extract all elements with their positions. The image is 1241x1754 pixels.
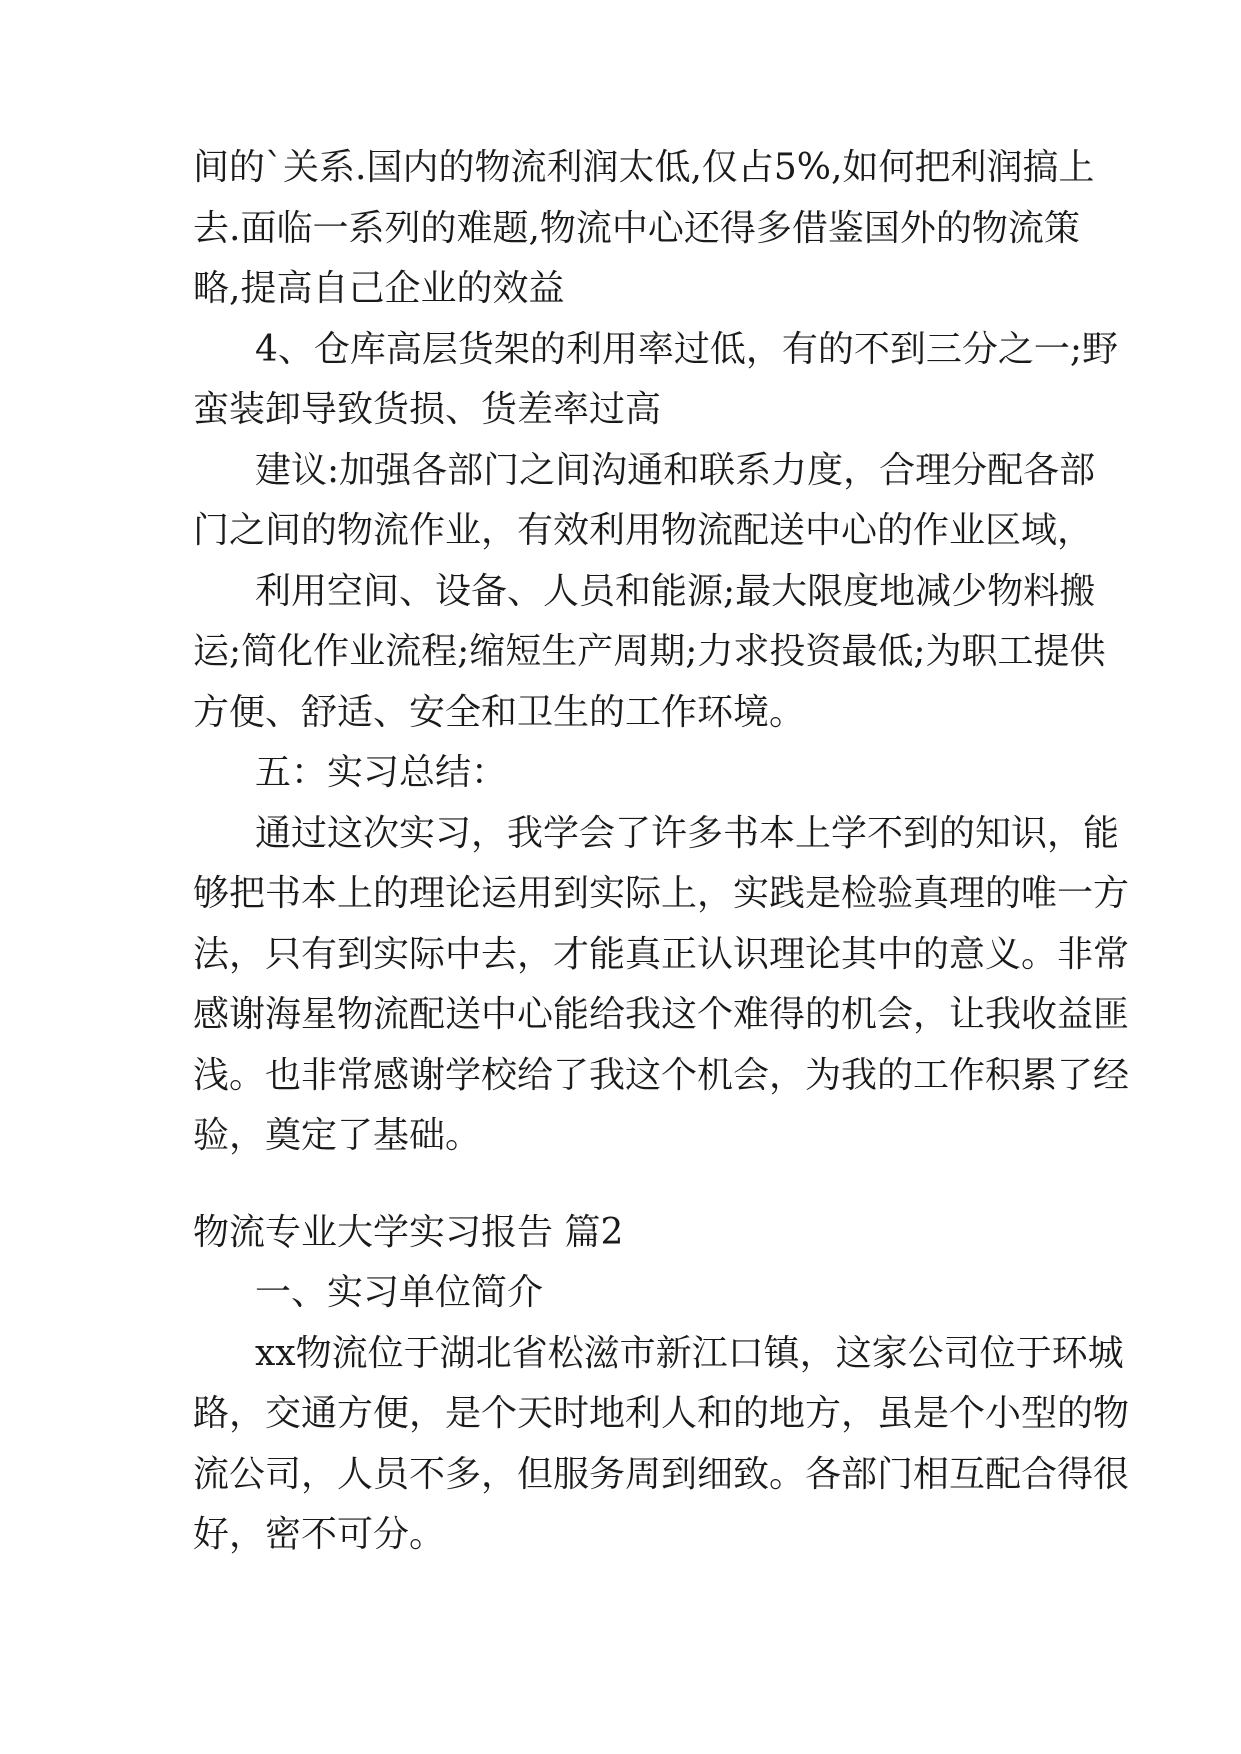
section-heading: 五：实习总结： <box>255 752 508 793</box>
paragraph-line: 略,提高自己企业的效益 <box>193 268 565 309</box>
paragraph-line: 感谢海星物流配送中心能给我这个难得的机会，让我收益匪 <box>193 994 1130 1035</box>
paragraph-line: 通过这次实习，我学会了许多书本上学不到的知识，能 <box>255 813 1120 854</box>
paragraph-line: 好，密不可分。 <box>193 1514 446 1555</box>
section-heading: 一、实习单位简介 <box>255 1272 544 1313</box>
paragraph-line: 蛮装卸导致货损、货差率过高 <box>193 389 662 430</box>
paragraph-line: 利用空间、设备、人员和能源;最大限度地减少物料搬 <box>255 571 1096 612</box>
paragraph-line: 浅。也非常感谢学校给了我这个机会，为我的工作积累了经 <box>193 1055 1130 1096</box>
paragraph-line: 4、仓库高层货架的利用率过低，有的不到三分之一;野 <box>255 329 1119 370</box>
paragraph-line: 验，奠定了基础。 <box>193 1115 482 1156</box>
article-title: 物流专业大学实习报告 篇2 <box>193 1212 624 1253</box>
paragraph-line: 够把书本上的理论运用到实际上，实践是检验真理的唯一方 <box>193 873 1130 914</box>
paragraph-line: 间的`关系.国内的物流利润太低,仅占5%,如何把利润搞上 <box>193 147 1095 188</box>
paragraph-line: 方便、舒适、安全和卫生的工作环境。 <box>193 692 806 733</box>
paragraph-line: 运;简化作业流程;缩短生产周期;力求投资最低;为职工提供 <box>193 631 1106 672</box>
paragraph-line: 路，交通方便，是个天时地利人和的地方，虽是个小型的物 <box>193 1393 1130 1434</box>
paragraph-line: 去.面临一系列的难题,物流中心还得多借鉴国外的物流策 <box>193 208 1080 249</box>
paragraph-line: 建议:加强各部门之间沟通和联系力度，合理分配各部 <box>255 450 1096 491</box>
paragraph-line: xx物流位于湖北省松滋市新江口镇，这家公司位于环城 <box>255 1333 1124 1374</box>
paragraph-line: 流公司，人员不多，但服务周到细致。各部门相互配合得很 <box>193 1454 1130 1495</box>
paragraph-line: 门之间的物流作业，有效利用物流配送中心的作业区域， <box>193 510 1094 551</box>
paragraph-line: 法，只有到实际中去，才能真正认识理论其中的意义。非常 <box>193 934 1130 975</box>
